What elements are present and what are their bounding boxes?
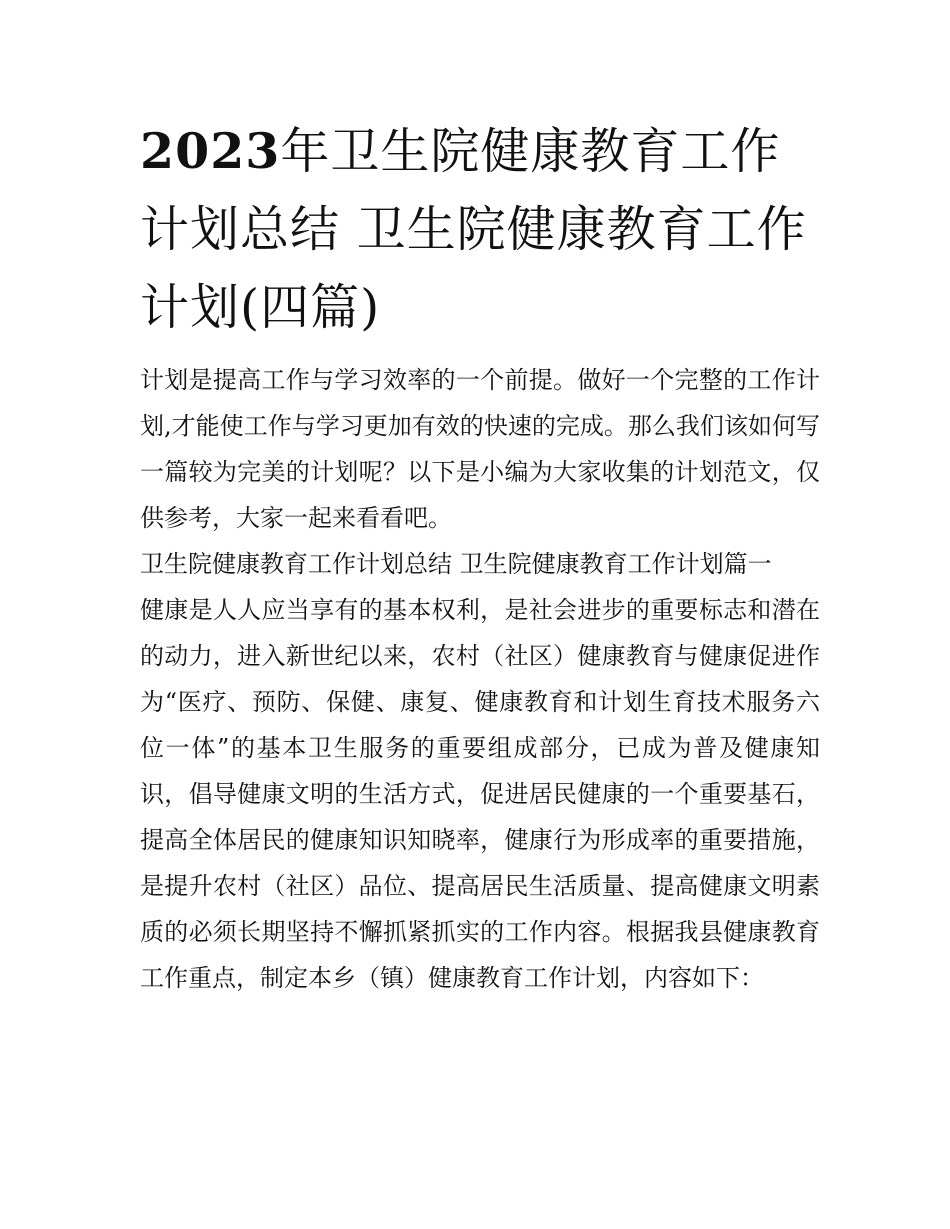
section-heading: 卫生院健康教育工作计划总结 卫生院健康教育工作计划篇一 [140,550,772,578]
document-body [140,357,820,1001]
document-title [140,112,820,347]
intro-paragraph: 计划是提高工作与学习效率的一个前提。做好一个完整的工作计划,才能使工作与学习更加有效的快速的完成。那么我们该如何写一篇较为完美的计划呢？以下是小编为大家收集的计划范文，仅供参考，大家一起来看看吧。 [140,366,820,532]
title-year: 2023 [140,122,281,180]
body-paragraph: 健康是人人应当享有的基本权利，是社会进步的重要标志和潜在的动力，进入新世纪以来，农村（社区）健康教育与健康促进作为“医疗、预防、保健、康复、健康教育和计划生育技术服务六位一体”的基本卫生服务的重要组成部分，已成为普及健康知识，倡导健康文明的生活方式，促进居民健康的一个重要基石，提高全体居民的健康知识知晓率，健康行为形成率的重要措施，是提升农村（社区）品位、提高居民生活质量、提高健康文明素质的必须长期坚持不懈抓紧抓实的工作内容。根据我县健康教育工作重点，制定本乡（镇）健康教育工作计划，内容如下： [140,596,820,992]
title-text: 年卫生院健康教育工作计划总结 卫生院健康教育工作计划(四篇) [140,123,807,336]
